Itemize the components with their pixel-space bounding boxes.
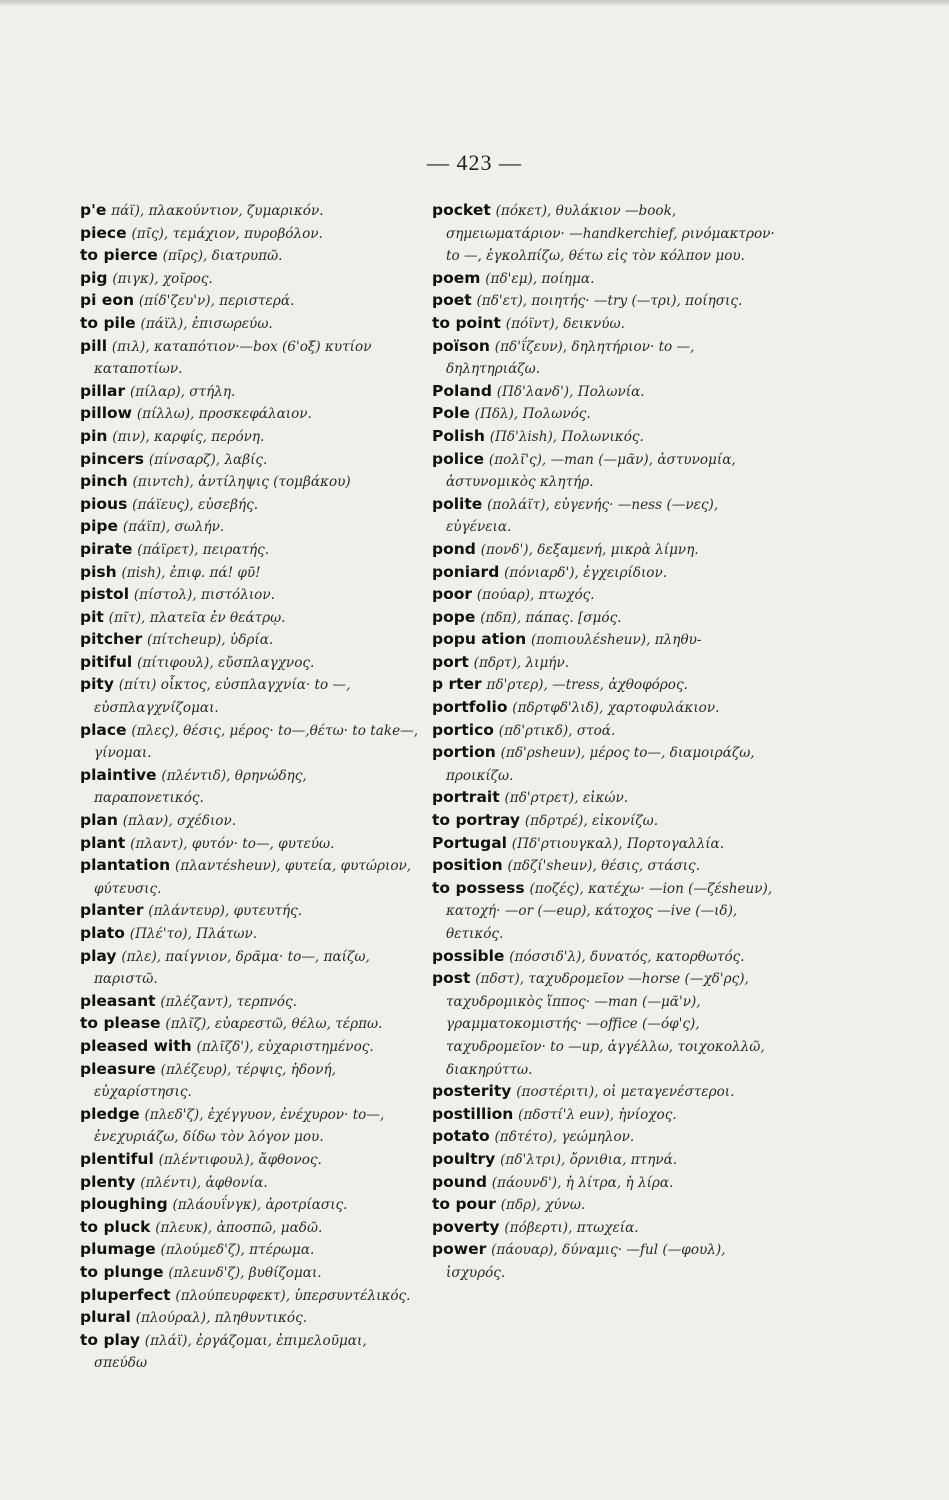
dictionary-entry [80, 900, 420, 923]
entry-headword: pitiful [80, 652, 133, 671]
entry-definition: (πλάντευρ), φυτευτής. [148, 903, 303, 920]
entry-headword: to possess [432, 878, 525, 897]
entry-definition: (πίλλω), προσκεφάλαιον. [136, 406, 312, 423]
dictionary-entry [80, 720, 420, 765]
entry-definition: (πιγκ), χοῖρος. [112, 270, 213, 287]
entry-headword: police [432, 449, 485, 468]
entry-definition: (πάϊρετ), πειρατής. [137, 541, 270, 558]
entry-headword: popu ation [432, 630, 527, 649]
entry-headword: to pile [80, 313, 136, 332]
entry-headword: plentiful [80, 1149, 154, 1168]
entry-definition: πάϊ), πλακούντιον, ζυμαρικόν. [111, 203, 324, 219]
dictionary-entry [432, 946, 777, 969]
dictionary-entry [80, 810, 420, 833]
entry-headword: pleased with [80, 1036, 192, 1055]
dictionary-entry [432, 855, 777, 878]
entry-headword: pi eon [80, 291, 135, 310]
page-number: — 423 — [427, 150, 522, 175]
entry-headword: pillow [80, 404, 133, 423]
entry-definition: (πλαντ), φυτόν· to—, φυτεύω. [130, 835, 335, 852]
entry-definition: (πίλαρ), στήλη. [129, 383, 236, 400]
entry-headword: to play [80, 1330, 140, 1349]
entry-definition: (πδζί'sheuν), θέσις, στάσις. [507, 858, 700, 875]
left-column [80, 200, 420, 1375]
entry-definition: (πῖτ), πλατεῖα ἐν θεάτρῳ. [108, 609, 286, 626]
dictionary-entry [80, 833, 420, 856]
entry-definition: (πδστί'λ euν), ἡνίοχος. [518, 1106, 677, 1123]
entry-definition: πδ'ρτερ), —tress, ἀχθοφόρος. [486, 677, 688, 694]
entry-headword: postillion [432, 1104, 514, 1123]
entry-definition: (Πλέ'το), Πλάτων. [129, 926, 258, 942]
entry-headword: pocket [432, 201, 491, 219]
dictionary-entry [432, 381, 777, 404]
entry-definition: (πλέντιδ), θρηνώδης, παραπονετικός. [94, 767, 307, 807]
entry-definition: (Πδ'λανδ'), Πολωνία. [496, 383, 645, 400]
entry-definition: (πῖς), τεμάχιον, πυροβόλον. [131, 225, 323, 242]
entry-headword: poet [432, 291, 472, 310]
top-border [0, 0, 949, 6]
dictionary-entry [432, 403, 777, 426]
entry-headword: polite [432, 494, 483, 513]
dictionary-entry [80, 1013, 420, 1036]
entry-definition: (πλάουΐνγκ), ἀροτρίασις. [172, 1197, 348, 1214]
entry-headword: pitcher [80, 630, 143, 649]
entry-definition: (πλῖζ), εὐαρεστῶ, θέλω, τέρπω. [165, 1016, 383, 1033]
dictionary-entry [432, 1126, 777, 1149]
dictionary-entry [432, 720, 777, 743]
entry-definition: (πδτέτο), γεώμηλον. [494, 1129, 635, 1146]
entry-headword: poniard [432, 562, 500, 581]
entry-headword: post [432, 969, 471, 988]
entry-headword: portrait [432, 788, 500, 807]
dictionary-entry [432, 810, 777, 833]
entry-headword: portico [432, 720, 494, 739]
entry-headword: planter [80, 901, 144, 920]
entry-definition: (πίτcheup), ὑδρία. [147, 632, 274, 649]
entry-definition: (ποζές), κατέχω· —ion (—ζέsheuν), κατοχή· —or (—euρ), κάτοχος —ive (—ιδ), θετικός. [446, 880, 773, 942]
entry-headword: ploughing [80, 1195, 168, 1214]
entry-definition: (πόνιαρδ'), ἐγχειρίδιον. [504, 564, 668, 581]
dictionary-entry [432, 1194, 777, 1217]
entry-headword: to plunge [80, 1262, 164, 1281]
entry-headword: pope [432, 607, 476, 626]
entry-definition: (πδ'ΐζευν), δηλητήριον· to —, δηλητηριάζω. [446, 338, 695, 378]
dictionary-entry [432, 629, 777, 652]
entry-definition: (πλέντιφουλ), ἄφθονος. [158, 1151, 322, 1168]
entry-definition: (πονδ'), δεξαμενή, μικρὰ λίμνη. [480, 541, 699, 558]
entry-definition: (πλαν), σχέδιον. [122, 813, 237, 830]
dictionary-entry [80, 1104, 420, 1149]
entry-headword: plantation [80, 856, 171, 875]
entry-definition: (πούαρ), πτωχός. [476, 587, 595, 604]
entry-headword: power [432, 1240, 487, 1259]
entry-headword: pity [80, 675, 114, 694]
entry-definition: (Πδλ), Πολωνός. [474, 406, 591, 423]
entry-definition: (Πδ'λish), Πολωνικός. [489, 428, 644, 445]
dictionary-entry [80, 449, 420, 472]
dictionary-entry [80, 268, 420, 291]
entry-headword: pipe [80, 517, 119, 536]
dictionary-entry [432, 290, 777, 313]
entry-headword: plaintive [80, 765, 157, 784]
entry-definition: (πλάϊ), ἐργάζομαι, ἐπιμελοῦμαι, σπεύδω [94, 1332, 367, 1372]
dictionary-entry [80, 403, 420, 426]
dictionary-entry [432, 1081, 777, 1104]
dictionary-entry [80, 336, 420, 381]
entry-definition: (πλῖζδ'), εὐχαριστημένος. [196, 1038, 374, 1055]
entry-definition: (πδρτφδ'λιδ), χαρτοφυλάκιον. [512, 700, 720, 717]
entry-definition: (πίτιφουλ), εὔσπλαγχνος. [137, 654, 315, 671]
entry-definition: (πλεδ'ζ), ἐχέγγυον, ἐνέχυρον· to—, ἐνεχυριάζω, δίδω τὸν λόγον μου. [94, 1106, 385, 1146]
entry-headword: pound [432, 1172, 487, 1191]
entry-headword: posterity [432, 1082, 512, 1101]
dictionary-entry [432, 787, 777, 810]
entry-definition: (ποπιουλέsheuν), πληθυ- [530, 632, 702, 649]
entry-headword: position [432, 856, 503, 875]
entry-headword: pinch [80, 472, 128, 491]
entry-headword: pond [432, 539, 476, 558]
entry-headword: pirate [80, 539, 133, 558]
dictionary-entry [432, 674, 777, 697]
entry-definition: (πλούραλ), πληθυντικός. [135, 1310, 308, 1327]
dictionary-entry [432, 833, 777, 856]
entry-headword: to portray [432, 811, 520, 830]
entry-headword: plural [80, 1308, 131, 1327]
dictionary-entry [80, 629, 420, 652]
entry-definition: (πδ'ρsheuν), μέρος to—, διαμοιράζω, προικίζω. [446, 745, 755, 784]
dictionary-entry [80, 200, 420, 223]
entry-headword: pleasure [80, 1059, 156, 1078]
entry-headword: to pour [432, 1195, 496, 1214]
entry-definition: (πίστολ), πιστόλιον. [133, 587, 275, 604]
entry-definition: (πίνσαρζ), λαβίς. [148, 451, 268, 468]
dictionary-entry [432, 562, 777, 585]
entry-definition: (πόσσιδ'λ), δυνατός, κατορθωτός. [509, 948, 745, 965]
entry-definition: (πδρτρέ), εἰκονίζω. [524, 813, 659, 830]
dictionary-entry [80, 584, 420, 607]
dictionary-entry [80, 539, 420, 562]
dictionary-entry [80, 1307, 420, 1330]
dictionary-entry [432, 1217, 777, 1240]
dictionary-entry [432, 607, 777, 630]
entry-definition: (πιλ), καταπότιον·—box (6'οξ) κυτίον καταποτίων. [94, 338, 372, 378]
dictionary-entry [80, 946, 420, 991]
right-column [432, 200, 777, 1285]
entry-definition: (Πδ'ρτιουγκαλ), Πορτογαλλία. [511, 835, 725, 852]
entry-definition: (πόϊντ), δεικνύω. [505, 315, 625, 332]
entry-headword: poïson [432, 336, 490, 355]
entry-headword: pincers [80, 449, 145, 468]
entry-definition: (πάουνδ'), ἡ λίτρα, ἡ λίρα. [491, 1174, 674, 1191]
entry-headword: p rter [432, 675, 482, 694]
dictionary-entry [432, 426, 777, 449]
entry-definition: (πλεuνδ'ζ), βυθίζομαι. [168, 1264, 322, 1281]
dictionary-entry [80, 245, 420, 268]
entry-headword: pistol [80, 585, 130, 604]
entry-headword: pig [80, 268, 108, 287]
entry-headword: pleasant [80, 991, 156, 1010]
entry-headword: Pole [432, 404, 470, 423]
entry-definition: (πόκετ), θυλάκιον —book, σημειωματάριον· —handkerchief, ρινόμακτρον· to —, ἐγκολπίζω, θέτω εἰς τὸν κόλπον μου. [446, 203, 775, 265]
entry-definition: (πδ'ρτρετ), εἰκών. [504, 790, 629, 807]
entry-definition: (πάουαρ), δύναμις· —ful (—φουλ), ἰσχυρός. [446, 1242, 726, 1281]
entry-definition: (πλες), θέσις, μέρος· to—,θέτω· to take—, γίνομαι. [94, 722, 419, 762]
dictionary-entry [80, 1239, 420, 1262]
dictionary-entry [80, 494, 420, 517]
dictionary-entry [80, 923, 420, 946]
entry-headword: pit [80, 607, 104, 626]
entry-definition: (πάϊευς), εὐσεβής. [132, 496, 259, 513]
entry-definition: (πλούπευρφεκτ), ὑπερσυντέλικός. [175, 1287, 411, 1304]
dictionary-entry [80, 674, 420, 719]
entry-headword: pill [80, 336, 108, 355]
dictionary-entry [80, 652, 420, 675]
dictionary-entry [432, 268, 777, 291]
dictionary-entry [432, 1239, 777, 1284]
entry-definition: (πλε), παίγνιον, δρᾶμα· to—, παίζω, παριστῶ. [94, 948, 370, 988]
entry-headword: Polish [432, 426, 485, 445]
entry-headword: piece [80, 223, 127, 242]
dictionary-entry [80, 1172, 420, 1195]
entry-headword: plenty [80, 1172, 136, 1191]
entry-definition: (πδ'ετ), ποιητής· —try (—τρι), ποίησις. [476, 293, 743, 310]
dictionary-entry [432, 697, 777, 720]
entry-headword: poultry [432, 1149, 496, 1168]
entry-headword: possible [432, 946, 505, 965]
entry-definition: (πδστ), ταχυδρομεῖον —horse (—χδ'ρς), ταχυδρομικὸς ἵππος· —man (—μᾶ'ν), γραμματοκομιστής· —office (—όφ'ς), ταχυδρομεῖον· to —up, ἀγγέλλω, τοιχοκολλῶ, διακηρύττω. [446, 971, 765, 1078]
entry-definition: (πῖρς), διατρυπῶ. [162, 248, 283, 265]
dictionary-entry [80, 471, 420, 494]
dictionary-entry [432, 313, 777, 336]
entry-headword: pillar [80, 381, 126, 400]
dictionary-entry [432, 539, 777, 562]
dictionary-entry [80, 290, 420, 313]
entry-headword: to pluck [80, 1217, 151, 1236]
entry-headword: plant [80, 833, 126, 852]
entry-headword: to point [432, 313, 501, 332]
dictionary-entry [80, 855, 420, 900]
entry-headword: pious [80, 494, 128, 513]
dictionary-entry [80, 562, 420, 585]
dictionary-entry [80, 313, 420, 336]
entry-definition: (πάϊπ), σωλήν. [122, 519, 225, 536]
entry-headword: p'e [80, 201, 107, 219]
entry-definition: (πδ'εμ), ποίημα. [485, 270, 595, 287]
dictionary-entry [432, 200, 777, 268]
entry-definition: (πίδ'ζευ'ν), περιστερά. [138, 293, 295, 310]
entry-headword: pledge [80, 1104, 140, 1123]
entry-definition: (πιντch), ἀντίληψις (τομβάκου) [132, 474, 351, 491]
entry-headword: poor [432, 585, 473, 604]
entry-headword: pluperfect [80, 1285, 171, 1304]
entry-definition: (πολάϊτ), εὐγενής· —ness (—νες), εὐγένεια. [446, 496, 719, 536]
entry-headword: plumage [80, 1240, 156, 1259]
dictionary-entry [432, 1172, 777, 1195]
dictionary-entry [432, 652, 777, 675]
dictionary-entry [80, 1217, 420, 1240]
entry-definition: (πδ'λτρι), ὄρνιθια, πτηνά. [500, 1151, 678, 1168]
entry-definition: (πish), ἐπιφ. πά! φῦ! [121, 564, 261, 581]
entry-headword: pin [80, 426, 108, 445]
dictionary-entry [80, 765, 420, 810]
dictionary-entry [80, 1285, 420, 1308]
entry-headword: pish [80, 562, 117, 581]
entry-headword: play [80, 946, 117, 965]
dictionary-entry [80, 1262, 420, 1285]
entry-headword: portion [432, 743, 496, 762]
entry-headword: poverty [432, 1217, 500, 1236]
dictionary-entry [432, 968, 777, 1081]
entry-headword: to please [80, 1014, 161, 1033]
entry-definition: (πδ'ρτικδ), στοά. [498, 722, 616, 739]
entry-headword: to pierce [80, 246, 158, 265]
entry-definition: (πλέζευρ), τέρψις, ἡδονή, εὐχαρίστησις. [94, 1061, 336, 1101]
entry-headword: Portugal [432, 833, 507, 852]
entry-definition: (πόβερτι), πτωχεία. [504, 1219, 639, 1236]
entry-headword: plan [80, 811, 118, 830]
dictionary-entry [432, 742, 777, 787]
entry-headword: portfolio [432, 698, 508, 717]
entry-definition: (πδρ), χύνω. [500, 1197, 586, 1214]
entry-definition: (πλευκ), ἀποσπῶ, μαδῶ. [155, 1219, 323, 1236]
dictionary-entry [432, 1149, 777, 1172]
entry-headword: port [432, 652, 469, 671]
dictionary-entry [432, 336, 777, 381]
dictionary-entry [80, 1149, 420, 1172]
entry-definition: (πλούμεδ'ζ), πτέρωμα. [160, 1242, 315, 1259]
dictionary-entry [80, 1194, 420, 1217]
dictionary-entry [80, 607, 420, 630]
dictionary-entry [80, 1330, 420, 1375]
entry-headword: poem [432, 268, 481, 287]
entry-definition: (πάϊλ), ἐπισωρεύω. [140, 315, 273, 332]
entry-definition: (πλέζαντ), τερπνός. [160, 993, 297, 1010]
dictionary-entry [432, 494, 777, 539]
dictionary-entry [80, 516, 420, 539]
entry-definition: (πδπ), πάπας. [σμός. [480, 609, 622, 626]
entry-headword: place [80, 720, 127, 739]
dictionary-entry [80, 991, 420, 1014]
entry-definition: (πλέντι), ἀφθονία. [140, 1174, 268, 1191]
entry-headword: Poland [432, 381, 492, 400]
dictionary-entry [432, 584, 777, 607]
entry-headword: plato [80, 924, 125, 942]
dictionary-entry [80, 1059, 420, 1104]
dictionary-entry [432, 878, 777, 946]
entry-definition: (ποστέριτι), οἱ μεταγενέστεροι. [516, 1084, 735, 1101]
entry-definition: (πίτι) οἶκτος, εὐσπλαγχνία· to —, εὐσπλαγχνίζομαι. [94, 677, 351, 717]
entry-definition: (πιν), καρφίς, περόνη. [112, 428, 265, 445]
entry-definition: (πολῖ'ς), —man (—μᾶν), ἀστυνομία, ἀστυνομικὸς κλητήρ. [446, 451, 736, 491]
dictionary-entry [432, 1104, 777, 1127]
dictionary-entry [80, 381, 420, 404]
entry-headword: potato [432, 1127, 490, 1146]
dictionary-entry [80, 223, 420, 246]
dictionary-entry [80, 1036, 420, 1059]
entry-definition: (πλαντέsheuν), φυτεία, φυτώριον, φύτευσις. [94, 858, 412, 897]
dictionary-entry [432, 449, 777, 494]
entry-definition: (πδρτ), λιμήν. [473, 654, 570, 671]
dictionary-entry [80, 426, 420, 449]
